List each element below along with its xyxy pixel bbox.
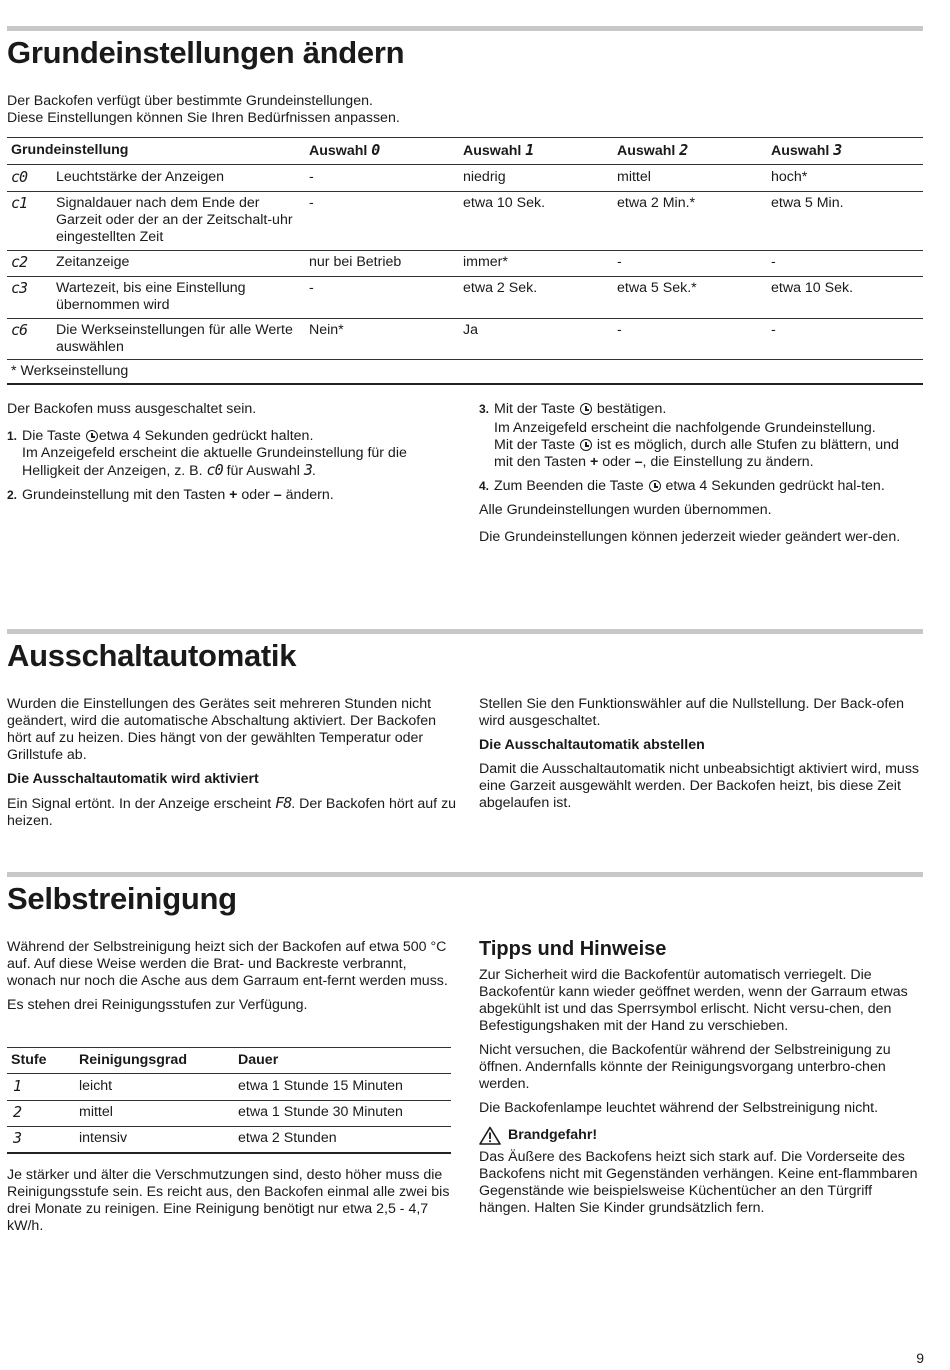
setting-desc: Signaldauer nach dem Ende der Garzeit oder der an der Zeitschalt-uhr eingestellten Zeit (56, 195, 293, 245)
tips-column (479, 937, 922, 1217)
instruction-step: 2. Grundeinstellung mit den Tasten + oder – ändern. (7, 487, 334, 503)
instruction-step: 3. Mit der Taste bestätigen. Im Anzeigefeld erscheint die nachfolgende Grundeinstellung. Mit der Taste ist es möglich, durch alle Stufen zu blättern, und mit den Tasten + oder –, die Einstellung zu ändern. (479, 401, 899, 470)
setting-desc: Leuchtstärke der Anzeigen (56, 169, 224, 185)
section-title-ausschaltautomatik: Ausschaltautomatik (7, 638, 297, 673)
section-divider (7, 872, 923, 877)
level-code: 3 (13, 1129, 22, 1147)
table-header: Auswahl 2 (617, 141, 688, 159)
table-rule (7, 1126, 451, 1127)
tips-heading: Tipps und Hinweise (479, 938, 667, 960)
paragraph: Damit die Ausschaltautomatik nicht unbeabsichtigt aktiviert wird, muss eine Garzeit ausgewählt werden. Der Backofen heizt, bis diese Zeit abgelaufen ist. (479, 761, 920, 811)
paragraph: Zur Sicherheit wird die Backofentür automatisch verriegelt. Die Backofentür kann wieder geöffnet werden, wenn der Garraum etwas abgekühlt ist und das Sperrsymbol erlischt. Nicht versu-chen, den Befestigungshaken mit der Hand zu verschieben. (479, 967, 908, 1034)
subheading: Die Ausschaltautomatik wird aktiviert (7, 771, 259, 787)
setting-value: immer* (463, 254, 508, 270)
paragraph: Je stärker und älter die Verschmutzungen sind, desto höher muss die Reinigungsstufe sein. Es reicht aus, den Backofen einmal alle zwei bis drei Monate zu reinigen. Eine Reinigung benötigt nur etwa 2,5 - 4,7 kW/h. (7, 1167, 450, 1234)
setting-value: - (771, 322, 776, 338)
setting-value: Ja (463, 322, 478, 338)
minus-icon: – (634, 454, 643, 470)
clock-icon (649, 480, 661, 492)
section-divider (7, 629, 923, 634)
level-duration: etwa 2 Stunden (238, 1130, 337, 1146)
setting-value: niedrig (463, 169, 506, 185)
paragraph: Ein Signal ertönt. In der Anzeige erscheint F8. Der Backofen hört auf zu heizen. (7, 794, 457, 829)
table-footnote: * Werkseinstellung (11, 363, 129, 379)
setting-value: etwa 2 Min.* (617, 195, 696, 211)
table-header: Dauer (238, 1052, 279, 1068)
table-rule (7, 383, 923, 385)
level-code: 1 (13, 1077, 22, 1095)
subheading: Die Ausschaltautomatik abstellen (479, 737, 705, 753)
setting-value: - (309, 280, 314, 296)
setting-desc: Wartezeit, bis eine Einstellung übernommen wird (56, 280, 246, 313)
table-rule (7, 1100, 451, 1101)
setting-value: etwa 10 Sek. (463, 195, 546, 211)
table-header: Reinigungsgrad (79, 1052, 187, 1068)
setting-value: - (309, 169, 314, 185)
self-clean-note (7, 1167, 452, 1235)
table-rule (7, 359, 923, 360)
setting-value: etwa 2 Sek. (463, 280, 538, 296)
setting-code: c3 (11, 279, 28, 297)
plus-icon: + (589, 454, 599, 470)
setting-code: c6 (11, 321, 28, 339)
setting-code: c0 (11, 168, 28, 186)
setting-value: - (617, 322, 622, 338)
table-rule (7, 1073, 451, 1074)
table-rule (7, 191, 923, 192)
paragraph: Es stehen drei Reinigungsstufen zur Verfügung. (7, 997, 308, 1013)
section-title-selbstreinigung: Selbstreinigung (7, 881, 237, 916)
setting-desc: Zeitanzeige (56, 254, 130, 270)
clock-icon (580, 403, 592, 415)
section-title-grundeinstellungen: Grundeinstellungen ändern (7, 35, 405, 70)
level-duration: etwa 1 Stunde 30 Minuten (238, 1104, 403, 1120)
table-rule (7, 1152, 451, 1154)
self-clean-left (7, 939, 452, 1014)
clock-icon (86, 430, 98, 442)
setting-value: Nein* (309, 322, 344, 338)
table-header: Auswahl 3 (771, 141, 842, 159)
level-duration: etwa 1 Stunde 15 Minuten (238, 1078, 403, 1094)
paragraph: Alle Grundeinstellungen wurden übernommen. (479, 502, 772, 518)
plus-icon: + (229, 487, 238, 503)
table-rule (7, 164, 923, 165)
instruction-step: 4. Zum Beenden die Taste etwa 4 Sekunden gedrückt hal-ten. (479, 478, 885, 494)
instructions-right (479, 401, 921, 546)
paragraph: Stellen Sie den Funktionswähler auf die Nullstellung. Der Back-ofen wird ausgeschaltet. (479, 696, 905, 729)
setting-value: - (309, 195, 314, 211)
instructions-left: Der Backofen muss ausgeschaltet sein. 1. Die Taste etwa 4 Sekunden gedrückt halten. Im Anzeigefeld erscheint die aktuelle Grundeinstellung für die Helligkeit der Anzeigen, z. B. c0 für Auswahl 3. 2. Grundeinstellung mit den Tasten + oder – ändern. (7, 401, 457, 504)
setting-value: hoch* (771, 169, 808, 185)
table-rule (7, 276, 923, 277)
table-rule (7, 318, 923, 319)
paragraph: Während der Selbstreinigung heizt sich der Backofen auf etwa 500 °C auf. Auf diese Weise werden die Brat- und Backreste verbrannt, wonach nur noch die Asche aus dem Garraum ent-fernt werden muss. (7, 939, 448, 989)
paragraph: Die Grundeinstellungen können jederzeit wieder geändert wer-den. (479, 529, 901, 545)
instruction-step: 1. Die Taste etwa 4 Sekunden gedrückt halten. Im Anzeigefeld erscheint die aktuelle Grundeinstellung für die Helligkeit der Anzeigen, z. B. c0 für Auswahl 3. (7, 428, 407, 479)
setting-value: - (771, 254, 776, 270)
paragraph: Die Backofenlampe leuchtet während der Selbstreinigung nicht. (479, 1100, 879, 1116)
warning-heading: Brandgefahr! (479, 1126, 922, 1145)
auto-off-left (7, 696, 457, 830)
paragraph: Nicht versuchen, die Backofentür während der Selbstreinigung zu öffnen. Andernfalls könnte der Reinigungsvorgang unterbro-chen werden. (479, 1042, 891, 1092)
table-header: Auswahl 0 (309, 141, 380, 159)
setting-value: mittel (617, 169, 651, 185)
level-code: 2 (13, 1103, 22, 1121)
setting-value: nur bei Betrieb (309, 254, 402, 270)
warning-icon (479, 1126, 501, 1145)
level-name: mittel (79, 1104, 113, 1120)
setting-desc: Die Werkseinstellungen für alle Werte auswählen (56, 322, 293, 355)
page-number: 9 (916, 1350, 924, 1366)
intro-text: Der Backofen verfügt über bestimmte Grundeinstellungen. Diese Einstellungen können Sie Ihren Bedürfnissen anpassen. (7, 93, 400, 126)
table-rule (7, 250, 923, 251)
table-header: Auswahl 1 (463, 141, 534, 159)
setting-code: c2 (11, 253, 28, 271)
setting-value: etwa 5 Min. (771, 195, 844, 211)
setting-value: etwa 10 Sek. (771, 280, 854, 296)
paragraph: Wurden die Einstellungen des Gerätes seit mehreren Stunden nicht geändert, wird die automatische Abschaltung aktiviert. Der Backofen hört auf zu heizen. Dies hängt von der gewählten Temperatur oder Grillstufe ab. (7, 696, 437, 763)
setting-value: etwa 5 Sek.* (617, 280, 697, 296)
table-rule (7, 137, 923, 138)
table-rule (7, 1047, 451, 1048)
minus-icon: – (273, 487, 282, 503)
section-divider (7, 26, 923, 31)
level-name: intensiv (79, 1130, 128, 1146)
warning-text: Das Äußere des Backofens heizt sich stark auf. Die Vorderseite des Backofens nicht mit Gegenständen verhängen. Keine ent-flammbaren Gegenstände wie beispielsweise Küchentücher an den Türgriff hängen. Halten Sie Kinder grundsätzlich fern. (479, 1149, 918, 1216)
setting-value: - (617, 254, 622, 270)
auto-off-right (479, 696, 921, 812)
clock-icon (580, 439, 592, 451)
level-name: leicht (79, 1078, 113, 1094)
setting-code: c1 (11, 194, 28, 212)
table-header: Grundeinstellung (11, 142, 129, 158)
table-header: Stufe (11, 1052, 47, 1068)
